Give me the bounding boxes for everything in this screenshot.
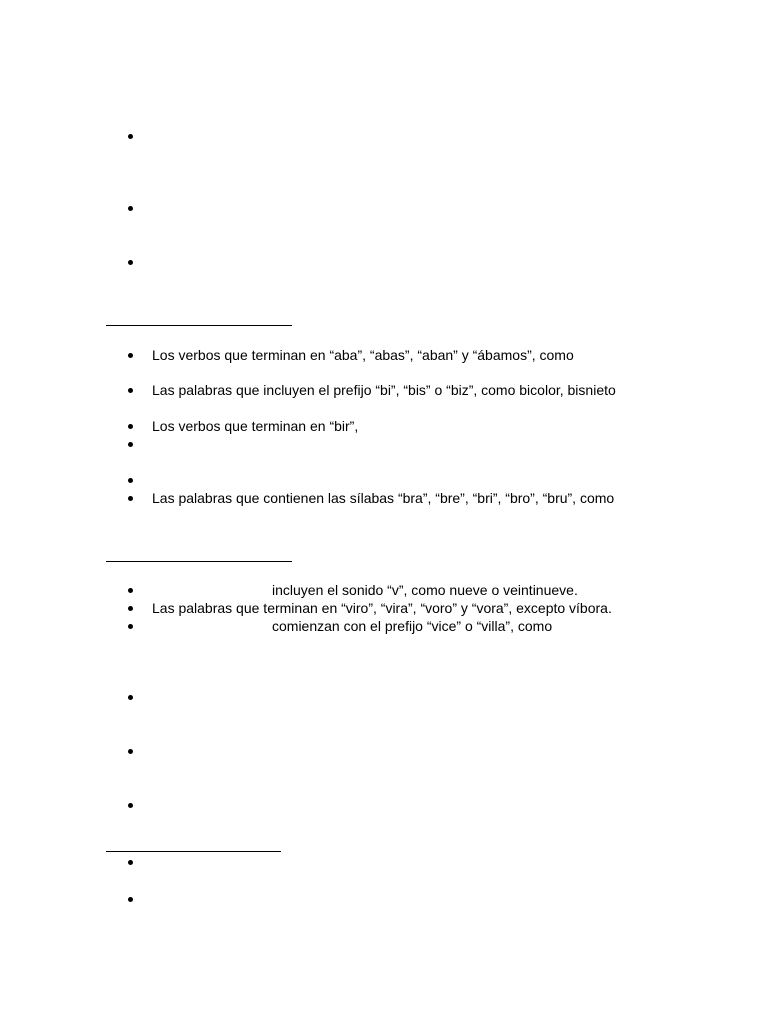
list-bullet	[128, 353, 136, 361]
list-bullet	[128, 749, 136, 757]
list-bullet	[128, 588, 136, 596]
list-bullet	[128, 695, 136, 703]
list-bullet	[128, 606, 136, 614]
list-bullet	[128, 134, 136, 142]
list-bullet	[128, 803, 136, 811]
list-item: Las palabras que terminan en “viro”, “vira”, “voro” y “vora”, excepto víbora.	[152, 600, 612, 616]
list-bullet	[128, 478, 136, 486]
list-bullet	[128, 260, 136, 268]
list-bullet	[128, 624, 136, 632]
list-bullet	[128, 496, 136, 504]
list-bullet	[128, 442, 136, 450]
list-item: incluyen el sonido “v”, como nueve o veintinueve.	[272, 582, 578, 598]
list-bullet	[128, 206, 136, 214]
list-bullet	[128, 424, 136, 432]
list-item: Los verbos que terminan en “bir”,	[152, 418, 359, 434]
list-bullet	[128, 388, 136, 396]
heading-underline	[106, 561, 292, 562]
list-item: Los verbos que terminan en “aba”, “abas”, “aban” y “ábamos”, como	[152, 347, 574, 363]
list-item: Las palabras que incluyen el prefijo “bi”, “bis” o “biz”, como bicolor, bisnieto	[152, 382, 616, 398]
heading-underline	[106, 851, 281, 852]
list-bullet	[128, 860, 136, 868]
list-item: Las palabras que contienen las sílabas “bra”, “bre”, “bri”, “bro”, “bru”, como	[152, 490, 615, 506]
list-item: comienzan con el prefijo “vice” o “villa”, como	[272, 618, 553, 634]
heading-underline	[106, 325, 292, 326]
list-bullet	[128, 897, 136, 905]
